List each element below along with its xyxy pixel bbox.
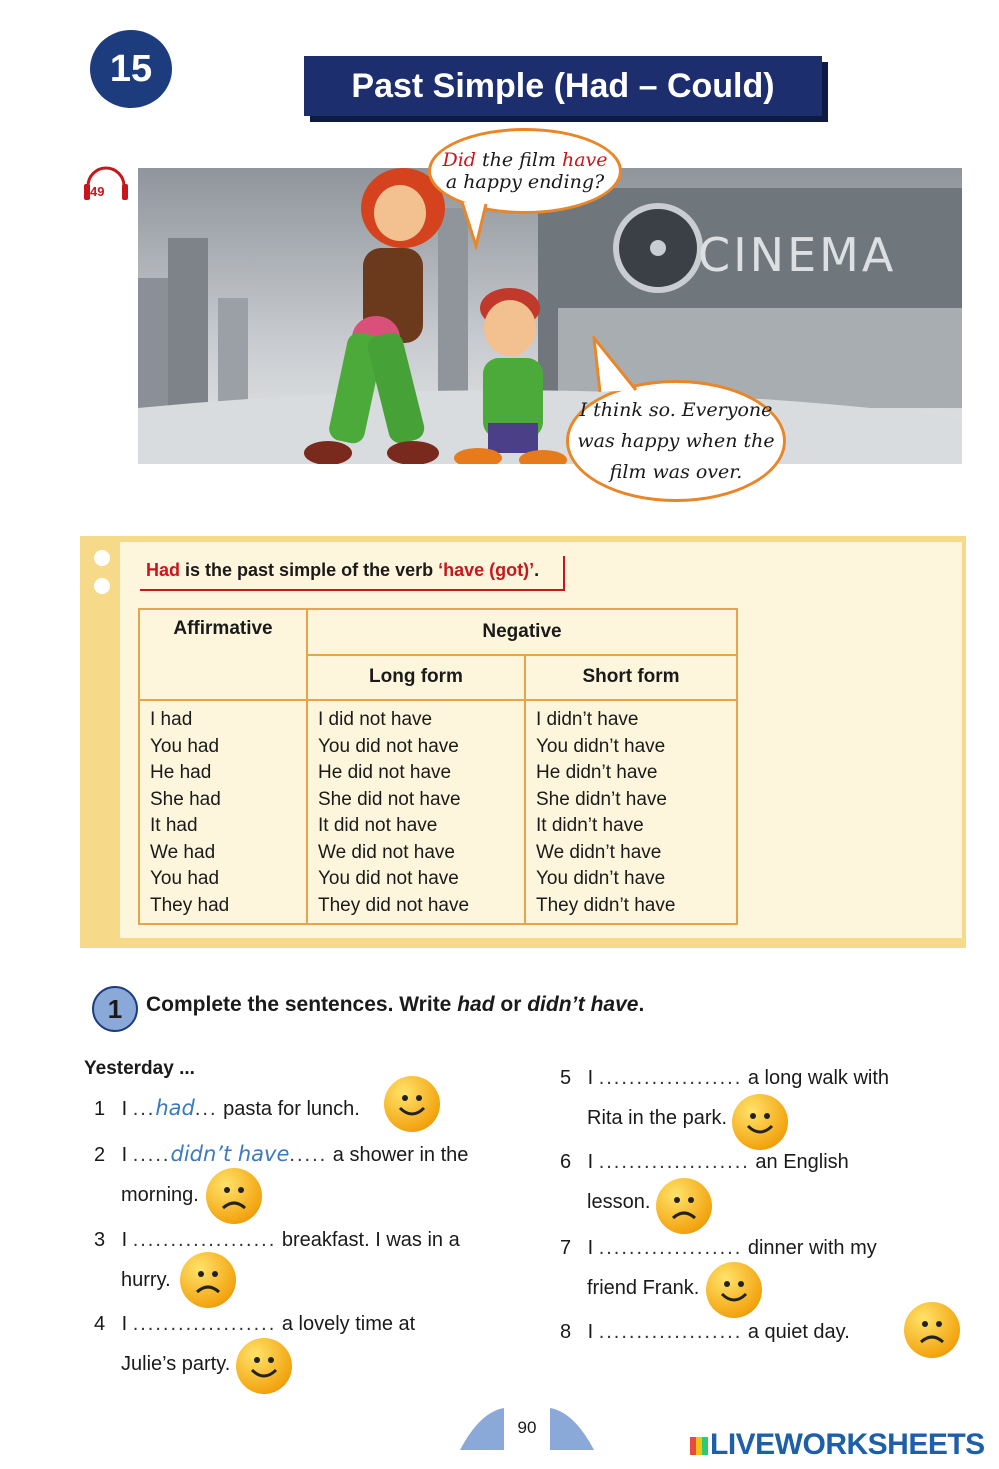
table-cell: She did not have <box>318 788 461 810</box>
liveworksheets-logo[interactable] <box>690 1428 985 1462</box>
rule-had: Had <box>146 560 181 580</box>
bubble-girl-line-1 <box>431 149 619 171</box>
table-cell: You had <box>150 735 220 757</box>
sentence-text: pasta for lunch. <box>223 1098 360 1120</box>
sad-face-icon <box>904 1302 960 1358</box>
table-cell: You had <box>150 868 220 889</box>
table-cell: It did not have <box>318 815 438 836</box>
table-cell: She didn’t have <box>536 788 667 810</box>
sentence-7 <box>560 1228 970 1308</box>
bubble-boy-line-2: was happy when the <box>577 429 775 452</box>
title-part: or <box>494 993 528 1016</box>
table-cell: She had <box>150 788 221 810</box>
rule-middle: is the past simple of the verb <box>185 560 434 580</box>
answer-text: didn’t have <box>170 1142 290 1166</box>
answer-input-6[interactable]: .................... <box>598 1151 750 1173</box>
rule-verb: ‘have (got)’ <box>438 560 535 580</box>
sentence-text: dinner with my <box>747 1237 877 1259</box>
sentence-4 <box>94 1304 504 1384</box>
bubble-word-did: Did <box>442 149 476 171</box>
audio-track-number: 49 <box>90 184 105 199</box>
table-cell: You did not have <box>318 868 459 889</box>
page-title: Past Simple (Had – Could) <box>304 56 822 116</box>
page-number-tab <box>460 1406 594 1450</box>
rule-end: . <box>534 560 540 580</box>
table-cell: You didn’t have <box>536 868 666 889</box>
sad-face-icon <box>656 1178 712 1234</box>
short-form-column <box>525 700 737 924</box>
answer-input-8[interactable]: ................... <box>598 1321 743 1343</box>
sentence-subject: I <box>587 1067 594 1089</box>
bubble-girl-line-2: a happy ending? <box>445 171 605 193</box>
bubble-boy-line-3: film was over. <box>609 460 743 483</box>
speech-bubble-boy <box>566 380 786 502</box>
header-short-form: Short form <box>525 655 737 701</box>
binder-hole <box>94 578 110 594</box>
header-negative: Negative <box>307 609 737 655</box>
sentence-text: a long walk with <box>747 1067 890 1089</box>
answer-text: had <box>155 1096 195 1120</box>
blank-dots: ... <box>194 1098 218 1120</box>
happy-face-icon <box>236 1338 292 1394</box>
sentence-text: an English <box>755 1151 849 1173</box>
table-cell: They didn’t have <box>536 894 676 916</box>
table-cell: It didn’t have <box>536 815 644 836</box>
sentence-subject: I <box>121 1144 128 1166</box>
blank-dots: ..... <box>289 1144 328 1166</box>
sentence-subject: I <box>121 1098 128 1120</box>
table-cell: I did not have <box>318 709 433 730</box>
sad-face-icon <box>180 1252 236 1308</box>
binder-hole <box>94 550 110 566</box>
bubble-word-the-film: the film <box>482 149 556 171</box>
table-cell: I didn’t have <box>536 709 639 730</box>
sentence-number: 6 <box>560 1151 572 1173</box>
table-cell: You didn’t have <box>536 735 666 757</box>
sentence-subject: I <box>587 1237 594 1259</box>
sentence-continuation: lesson. <box>587 1191 651 1213</box>
table-cell: It had <box>150 815 198 836</box>
sentence-8 <box>560 1312 850 1352</box>
table-cell: We didn’t have <box>536 841 662 863</box>
page-number: 90 <box>517 1418 537 1437</box>
logo-badge-icon <box>690 1437 708 1455</box>
table-cell: He had <box>150 762 212 783</box>
table-cell: They had <box>150 894 230 916</box>
title-had: had <box>457 993 495 1016</box>
blank-dots: ..... <box>132 1144 171 1166</box>
sentence-continuation: Julie’s party. <box>121 1353 231 1375</box>
happy-face-icon <box>706 1262 762 1318</box>
sentence-3 <box>94 1220 504 1300</box>
title-didnt-have: didn’t have <box>527 993 639 1016</box>
sentence-1 <box>94 1088 360 1129</box>
sentence-text: a shower in the <box>332 1144 469 1166</box>
exercise-title <box>146 993 644 1017</box>
grammar-rule <box>140 556 565 591</box>
sentence-number: 7 <box>560 1237 572 1259</box>
sentence-number: 8 <box>560 1321 572 1343</box>
sentence-text: breakfast. I was in a <box>281 1229 460 1251</box>
header-long-form: Long form <box>307 655 525 701</box>
sentence-continuation: friend Frank. <box>587 1277 700 1299</box>
affirmative-column <box>139 700 307 924</box>
answer-input-4[interactable]: ................... <box>132 1313 277 1335</box>
table-cell: We had <box>150 841 216 863</box>
table-cell: He didn’t have <box>536 762 658 783</box>
answer-input-2[interactable] <box>133 1144 328 1166</box>
sentence-continuation: morning. <box>121 1184 199 1206</box>
headphones-icon[interactable] <box>80 156 132 204</box>
sentence-text: a lovely time at <box>281 1313 416 1335</box>
answer-input-7[interactable]: ................... <box>598 1237 743 1259</box>
header-affirmative: Affirmative <box>139 609 307 700</box>
title-part: . <box>638 993 645 1016</box>
happy-face-icon <box>384 1076 440 1132</box>
table-cell: We did not have <box>318 841 455 863</box>
exercise-number: 1 <box>92 986 138 1032</box>
yesterday-label: Yesterday ... <box>84 1058 195 1079</box>
sentence-continuation: hurry. <box>121 1269 171 1291</box>
long-form-column <box>307 700 525 924</box>
logo-text: LIVEWORKSHEETS <box>710 1428 985 1461</box>
sentence-subject: I <box>121 1229 128 1251</box>
bubble-tail-girl <box>456 200 496 250</box>
unit-number-badge: 15 <box>90 30 172 108</box>
answer-input-3[interactable]: ................... <box>132 1229 277 1251</box>
table-cell: I had <box>150 709 193 730</box>
sentence-2 <box>94 1134 504 1215</box>
table-cell: They did not have <box>318 894 470 916</box>
title-part: Complete the sentences. Write <box>146 993 458 1016</box>
sentence-number: 5 <box>560 1067 572 1089</box>
answer-input-5[interactable]: ................... <box>598 1067 743 1089</box>
bubble-boy-line-1: I think so. Everyone <box>579 398 773 421</box>
sentence-6 <box>560 1142 970 1222</box>
sad-face-icon <box>206 1168 262 1224</box>
grammar-table <box>138 608 738 925</box>
sentence-number: 3 <box>94 1229 106 1251</box>
cinema-sign: CINEMA <box>698 228 897 282</box>
sentence-text: a quiet day. <box>747 1321 850 1343</box>
sentence-number: 4 <box>94 1313 106 1335</box>
sentence-subject: I <box>587 1321 594 1343</box>
sentence-subject: I <box>121 1313 128 1335</box>
sentence-continuation: Rita in the park. <box>587 1107 728 1129</box>
bubble-tail-boy <box>590 336 650 396</box>
sentence-subject: I <box>587 1151 594 1173</box>
bubble-word-have: have <box>561 149 608 171</box>
sentence-number: 1 <box>94 1098 106 1120</box>
blank-dots: ... <box>132 1098 156 1120</box>
table-cell: He did not have <box>318 762 452 783</box>
sentence-number: 2 <box>94 1144 106 1166</box>
table-cell: You did not have <box>318 735 459 757</box>
answer-input-1[interactable] <box>133 1098 218 1120</box>
